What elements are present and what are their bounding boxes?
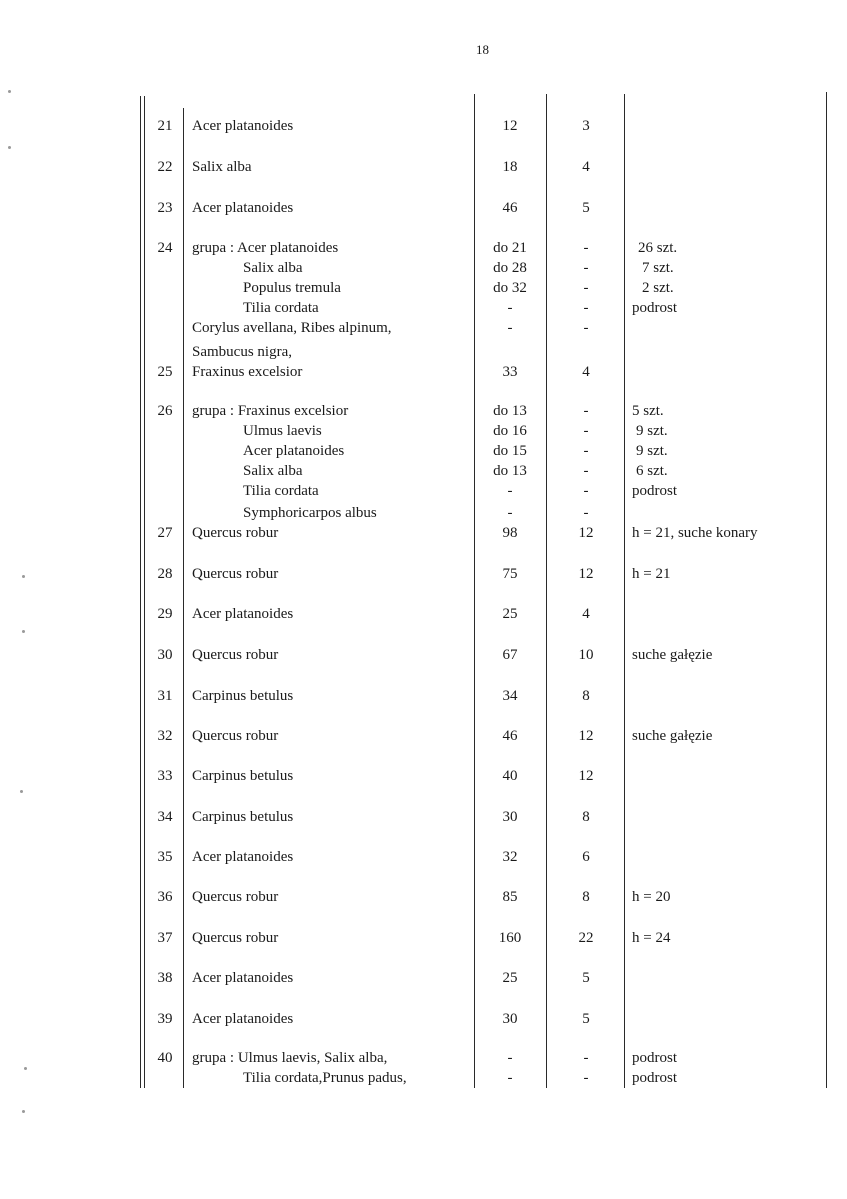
height-value: 22 [578, 930, 594, 946]
table-border-left-inner [144, 96, 145, 1088]
height-value: 12 [578, 566, 594, 582]
diameter-value: 34 [502, 688, 518, 704]
row-number: 39 [157, 1011, 173, 1027]
scan-mark [24, 1067, 27, 1070]
height-value: 4 [582, 159, 590, 175]
notes-value: podrost [632, 483, 677, 499]
species-name: Tilia cordata [243, 483, 319, 499]
notes-value: 9 szt. [636, 423, 668, 439]
table-border-right [826, 92, 827, 1088]
height-value: - [583, 403, 589, 419]
species-name: grupa : Ulmus laevis, Salix alba, [192, 1050, 388, 1066]
diameter-value: do 21 [493, 240, 527, 256]
diameter-value: 46 [502, 728, 518, 744]
height-value: 12 [578, 768, 594, 784]
notes-value: 9 szt. [636, 443, 668, 459]
notes-value: h = 21 [632, 566, 671, 582]
row-number: 29 [157, 606, 173, 622]
species-name: Sambucus nigra, [192, 344, 292, 360]
species-name: Corylus avellana, Ribes alpinum, [192, 320, 392, 336]
height-value: 5 [582, 970, 590, 986]
diameter-value: 85 [502, 889, 518, 905]
height-value: - [583, 423, 589, 439]
height-value: 5 [582, 1011, 590, 1027]
height-value: 8 [582, 809, 590, 825]
row-number: 32 [157, 728, 173, 744]
notes-value: 5 szt. [632, 403, 664, 419]
species-name: Ulmus laevis [243, 423, 322, 439]
notes-value: podrost [632, 1070, 677, 1086]
diameter-value: 18 [502, 159, 518, 175]
diameter-value: - [507, 1070, 513, 1086]
species-name: Acer platanoides [192, 606, 294, 622]
species-name: grupa : Fraxinus excelsior [192, 403, 349, 419]
species-name: Symphoricarpos albus [243, 505, 377, 521]
notes-value: 2 szt. [642, 280, 674, 296]
notes-value: h = 21, suche konary [632, 525, 758, 541]
row-number: 21 [157, 118, 173, 134]
row-number: 34 [157, 809, 173, 825]
species-name: Salix alba [243, 260, 303, 276]
diameter-value: 30 [502, 809, 518, 825]
height-value: 8 [582, 688, 590, 704]
diameter-value: 32 [502, 849, 518, 865]
species-name: grupa : Acer platanoides [192, 240, 339, 256]
row-number: 30 [157, 647, 173, 663]
diameter-value: 98 [502, 525, 518, 541]
species-name: Populus tremula [243, 280, 341, 296]
diameter-value: - [507, 1050, 513, 1066]
height-value: - [583, 463, 589, 479]
diameter-value: 67 [502, 647, 518, 663]
species-name: Fraxinus excelsior [192, 364, 303, 380]
row-number: 24 [157, 240, 173, 256]
diameter-value: 75 [502, 566, 518, 582]
row-number: 23 [157, 200, 173, 216]
diameter-value: 160 [498, 930, 522, 946]
height-value: - [583, 1070, 589, 1086]
species-name: Acer platanoides [243, 443, 345, 459]
row-number: 33 [157, 768, 173, 784]
notes-value: 26 szt. [638, 240, 678, 256]
diameter-value: do 32 [493, 280, 527, 296]
species-name: Quercus robur [192, 525, 279, 541]
height-value: 12 [578, 728, 594, 744]
species-name: Acer platanoides [192, 1011, 294, 1027]
notes-value: 6 szt. [636, 463, 668, 479]
height-value: 6 [582, 849, 590, 865]
species-name: Quercus robur [192, 728, 279, 744]
notes-value: h = 20 [632, 889, 671, 905]
scan-mark [22, 575, 25, 578]
species-name: Acer platanoides [192, 970, 294, 986]
page-number: 18 [476, 42, 489, 57]
table-border-left [140, 96, 141, 1088]
species-name: Tilia cordata [243, 300, 319, 316]
scan-mark [22, 1110, 25, 1113]
species-name: Acer platanoides [192, 118, 294, 134]
diameter-value: 25 [502, 970, 518, 986]
height-value: 4 [582, 606, 590, 622]
notes-value: h = 24 [632, 930, 671, 946]
height-value: - [583, 483, 589, 499]
row-number: 28 [157, 566, 173, 582]
species-name: Carpinus betulus [192, 809, 294, 825]
row-number: 31 [157, 688, 173, 704]
diameter-value: do 13 [493, 403, 527, 419]
row-number: 38 [157, 970, 173, 986]
species-name: Quercus robur [192, 930, 279, 946]
diameter-value: - [507, 320, 513, 336]
height-value: 4 [582, 364, 590, 380]
notes-value: suche gałęzie [632, 728, 713, 744]
scan-mark [8, 90, 11, 93]
height-value: - [583, 240, 589, 256]
column-divider-number [183, 108, 184, 1088]
height-value: 5 [582, 200, 590, 216]
notes-value: 7 szt. [642, 260, 674, 276]
species-name: Acer platanoides [192, 849, 294, 865]
species-name: Quercus robur [192, 889, 279, 905]
diameter-value: do 28 [493, 260, 527, 276]
height-value: 8 [582, 889, 590, 905]
diameter-value: do 16 [493, 423, 527, 439]
row-number: 40 [157, 1050, 173, 1066]
height-value: 3 [582, 118, 590, 134]
notes-value: podrost [632, 300, 677, 316]
height-value: - [583, 280, 589, 296]
species-name: Quercus robur [192, 566, 279, 582]
row-number: 37 [157, 930, 173, 946]
species-name: Salix alba [192, 159, 252, 175]
diameter-value: 46 [502, 200, 518, 216]
species-name: Carpinus betulus [192, 768, 294, 784]
height-value: 10 [578, 647, 594, 663]
species-name: Acer platanoides [192, 200, 294, 216]
row-number: 35 [157, 849, 173, 865]
diameter-value: - [507, 300, 513, 316]
height-value: 12 [578, 525, 594, 541]
diameter-value: do 13 [493, 463, 527, 479]
row-number: 27 [157, 525, 173, 541]
species-name: Tilia cordata,Prunus padus, [243, 1070, 407, 1086]
notes-value: podrost [632, 1050, 677, 1066]
diameter-value: 25 [502, 606, 518, 622]
diameter-value: 40 [502, 768, 518, 784]
column-divider-height [624, 94, 625, 1088]
diameter-value: do 15 [493, 443, 527, 459]
species-name: Carpinus betulus [192, 688, 294, 704]
scan-mark [20, 790, 23, 793]
height-value: - [583, 260, 589, 276]
notes-value: suche gałęzie [632, 647, 713, 663]
row-number: 25 [157, 364, 173, 380]
scan-mark [22, 630, 25, 633]
diameter-value: 12 [502, 118, 518, 134]
row-number: 22 [157, 159, 173, 175]
row-number: 36 [157, 889, 173, 905]
height-value: - [583, 443, 589, 459]
diameter-value: - [507, 483, 513, 499]
diameter-value: 33 [502, 364, 518, 380]
row-number: 26 [157, 403, 173, 419]
height-value: - [583, 505, 589, 521]
height-value: - [583, 1050, 589, 1066]
diameter-value: - [507, 505, 513, 521]
diameter-value: 30 [502, 1011, 518, 1027]
scan-mark [8, 146, 11, 149]
species-name: Quercus robur [192, 647, 279, 663]
species-name: Salix alba [243, 463, 303, 479]
column-divider-diameter [546, 94, 547, 1088]
height-value: - [583, 320, 589, 336]
height-value: - [583, 300, 589, 316]
